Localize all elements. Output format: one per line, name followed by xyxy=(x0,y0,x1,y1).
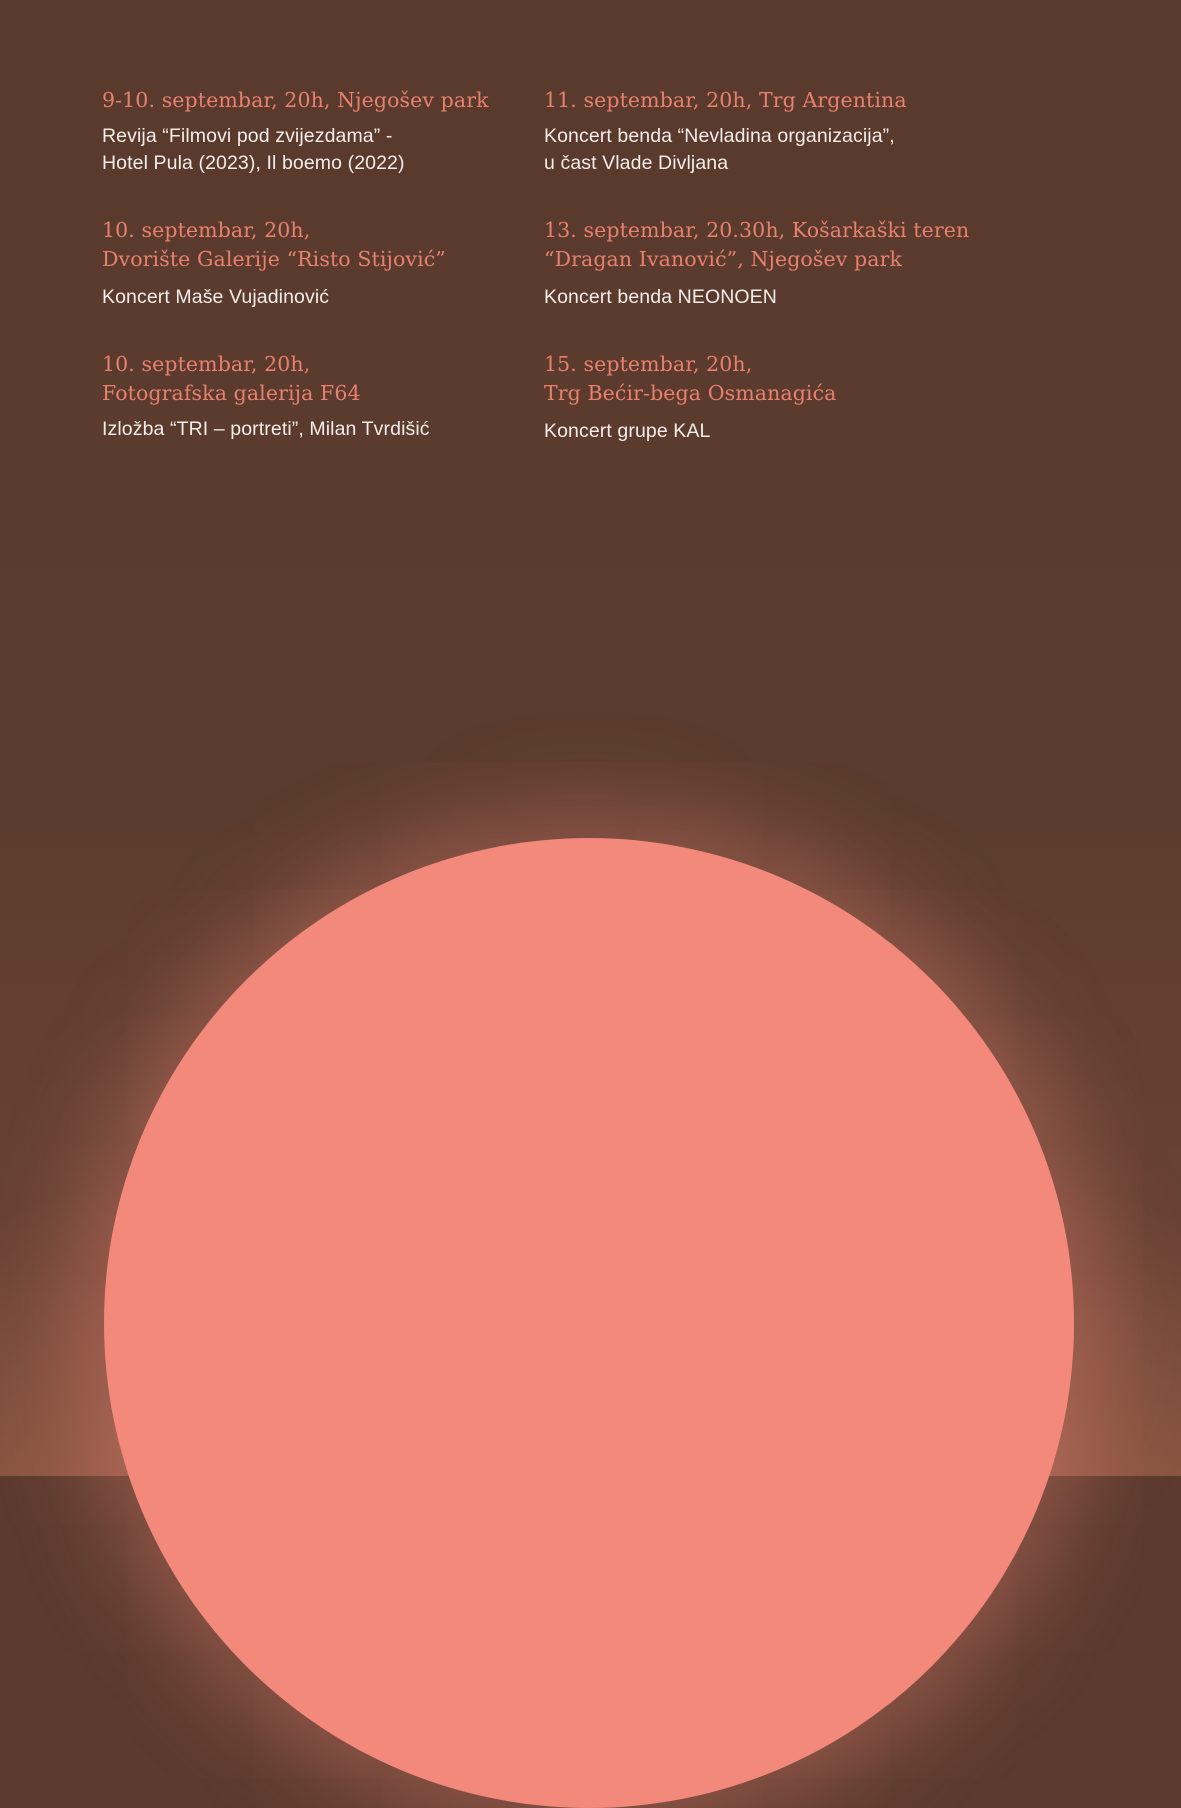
event-headline xyxy=(544,86,1181,116)
event-body-line-2: Hotel Pula (2023), Il boemo (2022) xyxy=(102,152,405,175)
event-body-line-1: Koncert benda NEONOEN xyxy=(544,285,777,308)
event-head-line-1: 10. septembar, 20h, xyxy=(102,351,311,376)
event-head-line-1: 10. septembar, 20h, xyxy=(102,217,311,242)
event-head-line-1: 15. septembar, 20h, xyxy=(544,351,753,376)
event-headline xyxy=(102,350,522,409)
event-description xyxy=(102,123,522,178)
event-body-line-2: u čast Vlade Divljana xyxy=(544,152,729,175)
event-description xyxy=(544,284,1181,312)
event-body-line-1: Koncert grupe KAL xyxy=(544,419,711,442)
event-description xyxy=(102,284,522,312)
event-body-line-1: Koncert benda “Nevladina organizacija”, xyxy=(544,124,895,147)
event-headline xyxy=(102,86,522,116)
sun-graphic xyxy=(104,838,1074,1808)
program-listing xyxy=(0,0,1181,445)
event-description xyxy=(102,416,522,444)
event-item xyxy=(544,86,1181,178)
event-head-line-2: Dvorište Galerije “Risto Stijović” xyxy=(102,247,446,272)
event-description xyxy=(544,418,1181,446)
event-head-line-2: “Dragan Ivanović”, Njegošev park xyxy=(544,247,902,272)
event-item xyxy=(102,86,522,178)
event-description xyxy=(544,123,1181,178)
event-headline xyxy=(102,216,522,275)
program-column-left xyxy=(0,86,522,445)
event-body-line-1: Koncert Maše Vujadinović xyxy=(102,285,330,308)
event-head-line-2: Fotografska galerija F64 xyxy=(102,381,361,406)
event-body-line-1: Revija “Filmovi pod zvijezdama” - xyxy=(102,124,393,147)
event-item xyxy=(544,350,1181,446)
event-head-line-1: 11. septembar, 20h, Trg Argentina xyxy=(544,88,907,112)
event-item xyxy=(102,350,522,444)
event-item xyxy=(544,216,1181,312)
program-column-right xyxy=(522,86,1181,445)
event-head-line-1: 9-10. septembar, 20h, Njegošev park xyxy=(102,88,489,112)
event-head-line-1: 13. septembar, 20.30h, Košarkaški teren xyxy=(544,217,970,242)
event-headline xyxy=(544,350,1181,409)
event-head-line-2: Trg Bećir-bega Osmanagića xyxy=(544,381,837,406)
event-item xyxy=(102,216,522,312)
event-body-line-1: Izložba “TRI – portreti”, Milan Tvrdišić xyxy=(102,417,430,440)
event-headline xyxy=(544,216,1181,275)
